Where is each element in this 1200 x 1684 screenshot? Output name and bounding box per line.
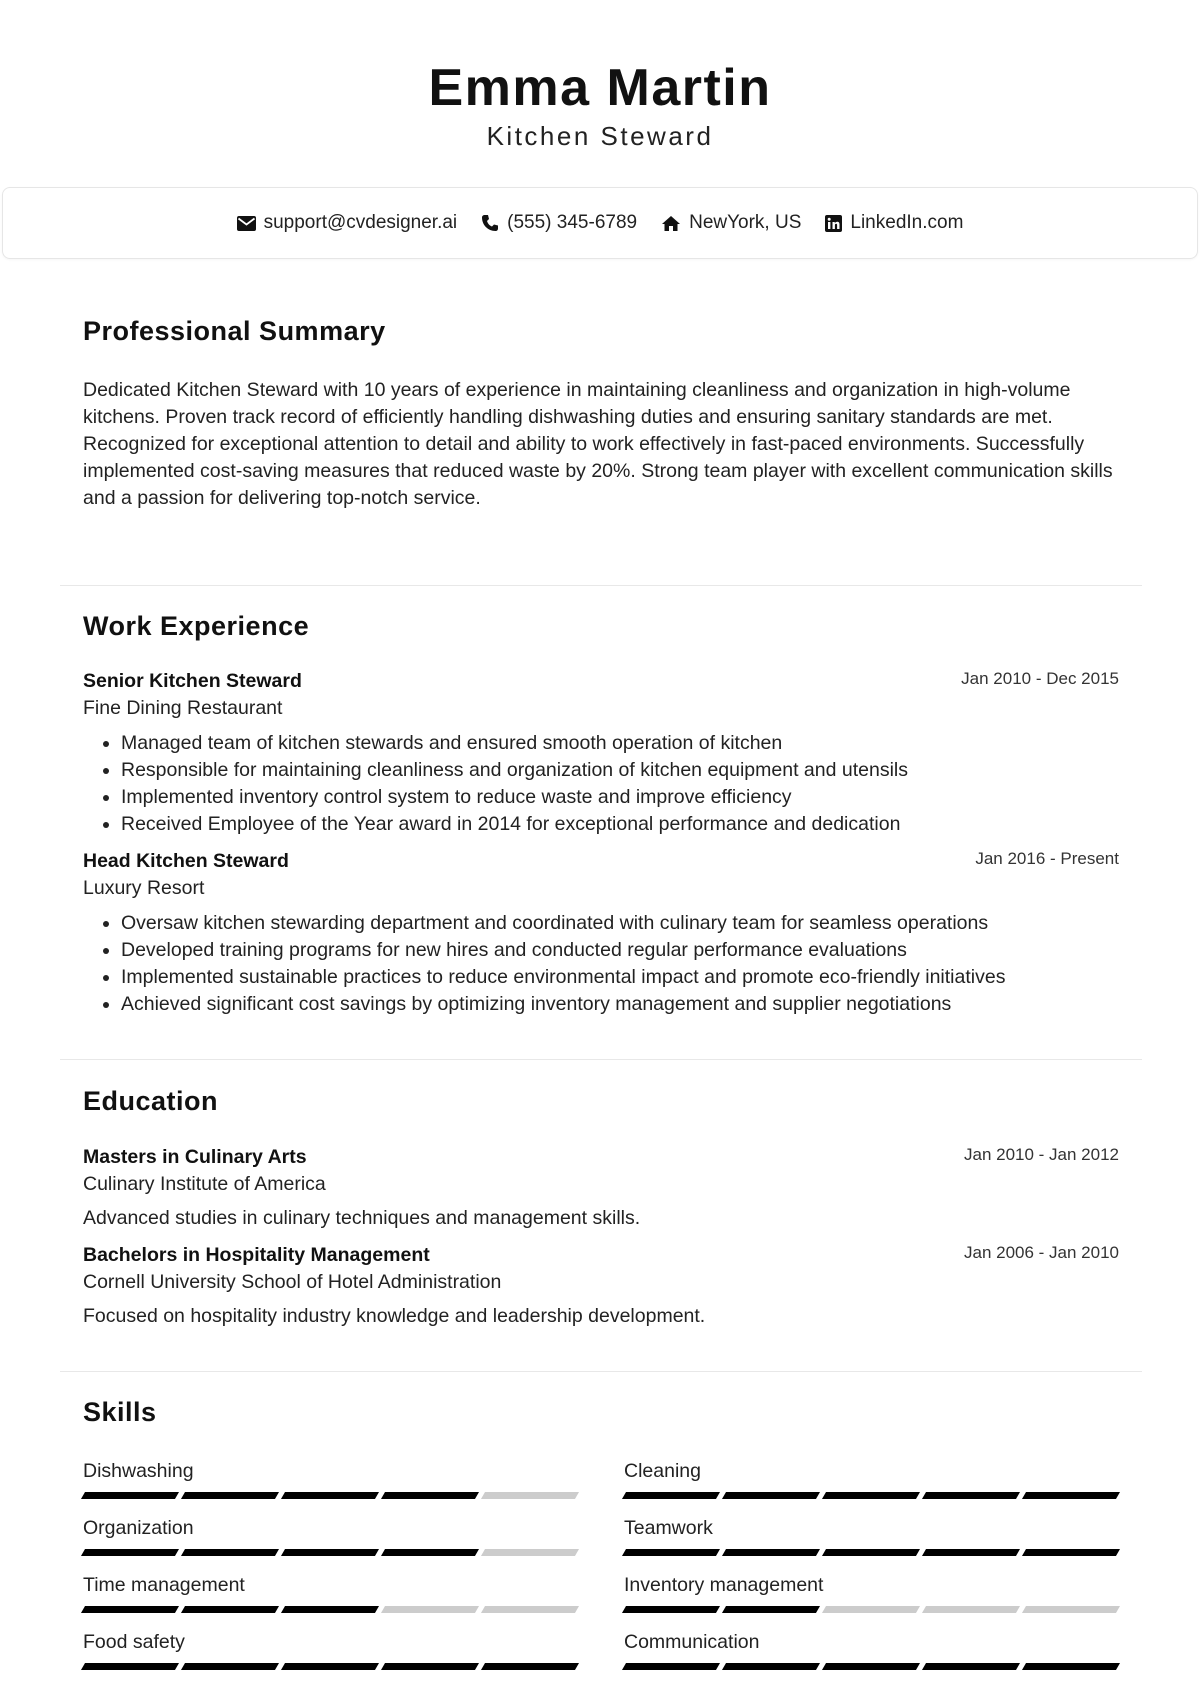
education-desc: Focused on hospitality industry knowledge and leadership development. — [83, 1305, 706, 1327]
skill-segment-empty — [381, 1606, 479, 1613]
skill-name: Teamwork — [624, 1517, 713, 1539]
education-school: Culinary Institute of America — [83, 1173, 326, 1195]
skill-segment-empty — [822, 1606, 920, 1613]
education-desc: Advanced studies in culinary techniques and management skills. — [83, 1207, 641, 1229]
job-role: Senior Kitchen Steward — [83, 670, 302, 692]
person-title: Kitchen Steward — [486, 121, 714, 151]
job-bullet: • Responsible for maintaining cleanliness and organization of kitchen equipment and utensils — [121, 757, 1119, 784]
skill-segment-filled — [822, 1549, 920, 1556]
skill-segment-filled — [81, 1663, 179, 1670]
contact-linkedin-text: LinkedIn.com — [850, 212, 964, 233]
skill-segment-filled — [381, 1492, 479, 1499]
skills-grid — [83, 1458, 1119, 1684]
skill-item — [624, 1458, 1119, 1515]
job-bullet: • Received Employee of the Year award in 2014 for exceptional performance and dedication — [121, 811, 1119, 838]
skill-level-bar — [83, 1492, 578, 1499]
skill-item — [83, 1629, 578, 1684]
skill-segment-empty — [481, 1606, 579, 1613]
skill-segment-filled — [622, 1549, 720, 1556]
skill-segment-filled — [381, 1663, 479, 1670]
skill-segment-filled — [181, 1663, 279, 1670]
education-entry — [83, 1144, 1119, 1232]
skill-segment-filled — [622, 1492, 720, 1499]
skill-segment-filled — [381, 1549, 479, 1556]
skill-segment-filled — [281, 1549, 379, 1556]
experience-section — [60, 611, 1142, 1018]
job-dates: Jan 2010 - Dec 2015 — [961, 669, 1119, 688]
skill-name: Cleaning — [624, 1460, 701, 1482]
skill-item — [624, 1572, 1119, 1629]
contact-email[interactable] — [237, 212, 458, 234]
job-bullet: • Achieved significant cost savings by optimizing inventory management and supplier negotiations — [121, 991, 1119, 1018]
skill-segment-filled — [722, 1492, 820, 1499]
section-divider — [60, 1059, 1142, 1060]
contact-phone[interactable] — [481, 212, 637, 234]
skill-segment-filled — [81, 1492, 179, 1499]
skill-segment-filled — [181, 1606, 279, 1613]
skill-segment-filled — [181, 1492, 279, 1499]
skills-section — [60, 1397, 1142, 1684]
summary-section — [60, 316, 1142, 512]
skill-segment-filled — [1022, 1549, 1120, 1556]
skill-item — [83, 1572, 578, 1629]
skill-segment-empty — [922, 1606, 1020, 1613]
contact-linkedin[interactable] — [825, 212, 963, 234]
skill-segment-filled — [622, 1663, 720, 1670]
skill-item — [624, 1515, 1119, 1572]
job-org: Luxury Resort — [83, 877, 205, 899]
contact-phone-text: (555) 345-6789 — [507, 212, 638, 233]
skill-segment-filled — [822, 1663, 920, 1670]
skill-segment-filled — [281, 1606, 379, 1613]
contact-location-text: NewYork, US — [689, 212, 802, 233]
linkedin-icon — [825, 215, 842, 232]
section-divider — [60, 585, 1142, 586]
skill-segment-filled — [922, 1663, 1020, 1670]
skill-segment-empty — [481, 1492, 579, 1499]
skill-segment-filled — [1022, 1492, 1120, 1499]
envelope-icon — [237, 216, 256, 231]
contact-bar — [2, 187, 1198, 259]
skill-name: Food safety — [83, 1631, 185, 1653]
contact-location — [661, 212, 801, 234]
job-bullets — [83, 910, 1119, 1018]
skill-name: Organization — [83, 1517, 194, 1539]
skill-item — [83, 1515, 578, 1572]
skill-segment-filled — [622, 1606, 720, 1613]
education-school: Cornell University School of Hotel Administration — [83, 1271, 502, 1293]
education-entry — [83, 1242, 1119, 1330]
job-bullet: • Implemented inventory control system to reduce waste and improve efficiency — [121, 784, 1119, 811]
job-bullets — [83, 730, 1119, 838]
experience-heading: Work Experience — [83, 611, 310, 641]
skill-segment-filled — [722, 1606, 820, 1613]
education-dates: Jan 2010 - Jan 2012 — [963, 1145, 1119, 1164]
skill-level-bar — [83, 1549, 578, 1556]
education-heading: Education — [83, 1086, 219, 1116]
job-bullet: • Implemented sustainable practices to reduce environmental impact and promote eco-friendly initiatives — [121, 964, 1119, 991]
skill-level-bar — [83, 1663, 578, 1670]
job-bullet: • Developed training programs for new hires and conducted regular performance evaluations — [121, 937, 1119, 964]
skill-segment-empty — [481, 1549, 579, 1556]
contact-email-text: support@cvdesigner.ai — [263, 212, 458, 233]
skill-level-bar — [624, 1606, 1119, 1613]
skill-segment-filled — [722, 1549, 820, 1556]
skill-segment-filled — [81, 1606, 179, 1613]
job-dates: Jan 2016 - Present — [975, 849, 1119, 868]
phone-icon — [481, 214, 499, 232]
job-entry — [83, 848, 1119, 1018]
section-divider — [60, 1371, 1142, 1372]
skill-level-bar — [624, 1492, 1119, 1499]
summary-text: Dedicated Kitchen Steward with 10 years of experience in maintaining cleanliness and organization in high-volume kitchens. Proven track record of efficiently handling dishwashing duties and ensuring sanitary standards are met. Recognized for exceptional attention to detail and ability to work effectively in fast-paced environments. Successfully implemented cost-saving measures that reduced waste by 20%. Strong team player with excellent communication skills and a passion for delivering top-notch service. — [83, 379, 1113, 509]
skill-segment-empty — [1022, 1606, 1120, 1613]
skill-segment-filled — [481, 1663, 579, 1670]
skill-level-bar — [83, 1606, 578, 1613]
skill-segment-filled — [1022, 1663, 1120, 1670]
person-name: Emma Martin — [428, 59, 772, 117]
skill-name: Inventory management — [624, 1574, 824, 1596]
skills-heading: Skills — [83, 1397, 157, 1427]
skill-segment-filled — [81, 1549, 179, 1556]
job-role: Head Kitchen Steward — [83, 850, 289, 872]
skill-segment-filled — [281, 1663, 379, 1670]
skill-name: Communication — [624, 1631, 760, 1653]
skill-segment-filled — [922, 1492, 1020, 1499]
education-section — [60, 1086, 1142, 1330]
skill-name: Dishwashing — [83, 1460, 194, 1482]
job-bullet: • Managed team of kitchen stewards and ensured smooth operation of kitchen — [121, 730, 1119, 757]
skill-name: Time management — [83, 1574, 245, 1596]
resume-header — [0, 0, 1200, 152]
skill-segment-filled — [722, 1663, 820, 1670]
education-dates: Jan 2006 - Jan 2010 — [963, 1243, 1119, 1262]
home-icon — [661, 215, 681, 232]
skill-segment-filled — [822, 1492, 920, 1499]
job-org: Fine Dining Restaurant — [83, 697, 283, 719]
education-degree: Masters in Culinary Arts — [83, 1146, 307, 1168]
job-bullet: • Oversaw kitchen stewarding department and coordinated with culinary team for seamless operations — [121, 910, 1119, 937]
education-degree: Bachelors in Hospitality Management — [83, 1244, 430, 1266]
skill-level-bar — [624, 1663, 1119, 1670]
skill-segment-filled — [281, 1492, 379, 1499]
skill-item — [83, 1458, 578, 1515]
skill-segment-filled — [181, 1549, 279, 1556]
summary-heading: Professional Summary — [83, 316, 386, 346]
skill-segment-filled — [922, 1549, 1020, 1556]
skill-item — [624, 1629, 1119, 1684]
skill-level-bar — [624, 1549, 1119, 1556]
job-entry — [83, 668, 1119, 838]
